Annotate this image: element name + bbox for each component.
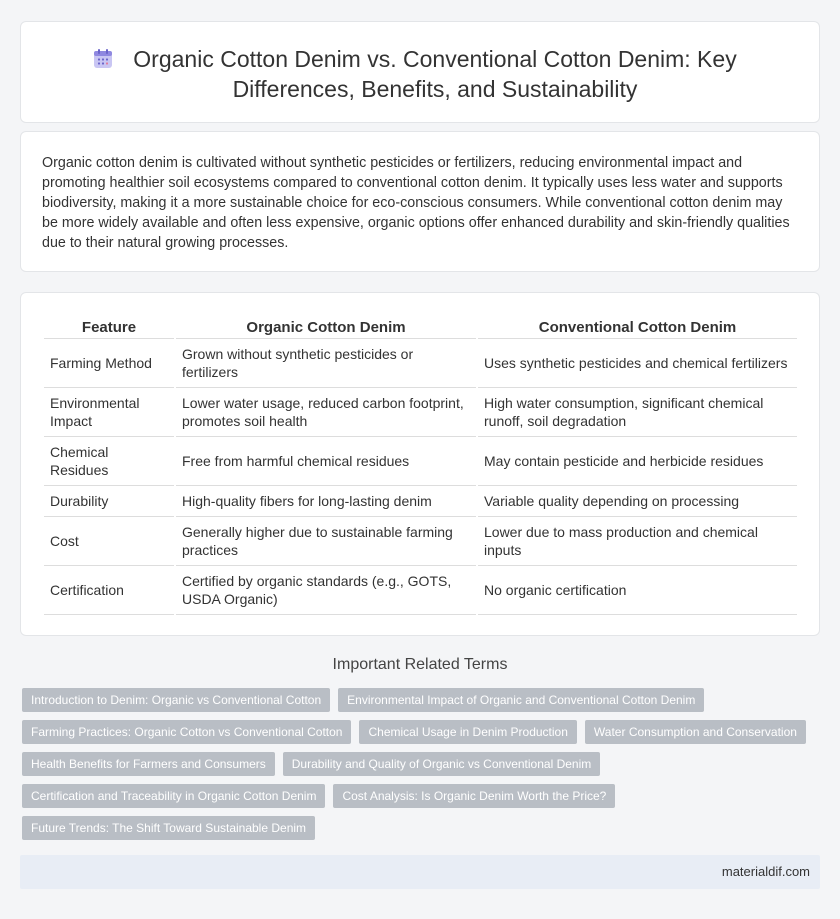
conventional-cell: No organic certification (478, 566, 797, 615)
title-card (20, 21, 820, 123)
feature-cell: Environmental Impact (44, 388, 174, 437)
table-row (44, 517, 797, 566)
feature-cell: Chemical Residues (44, 437, 174, 486)
feature-cell: Certification (44, 566, 174, 615)
related-term-tag[interactable]: Cost Analysis: Is Organic Denim Worth the Price? (333, 784, 615, 808)
feature-cell: Farming Method (44, 339, 174, 388)
organic-cell: Free from harmful chemical residues (176, 437, 476, 486)
table-row (44, 486, 797, 517)
page-title: Organic Cotton Denim vs. Conventional Cotton Denim: Key Differences, Benefits, and Sustainability (133, 46, 737, 102)
header-feature: Feature (44, 314, 174, 339)
table-row (44, 437, 797, 486)
feature-cell: Cost (44, 517, 174, 566)
conventional-cell: May contain pesticide and herbicide residues (478, 437, 797, 486)
related-term-tag[interactable]: Certification and Traceability in Organic Cotton Denim (22, 784, 325, 808)
footer-site-link[interactable]: materialdif.com (721, 864, 810, 879)
footer (20, 855, 820, 889)
header-organic: Organic Cotton Denim (176, 314, 476, 339)
organic-cell: Generally higher due to sustainable farming practices (176, 517, 476, 566)
table-row (44, 388, 797, 437)
table-row (44, 566, 797, 615)
related-term-tag[interactable]: Introduction to Denim: Organic vs Conventional Cotton (22, 688, 330, 712)
related-term-tag[interactable]: Farming Practices: Organic Cotton vs Conventional Cotton (22, 720, 351, 744)
related-term-tag[interactable]: Future Trends: The Shift Toward Sustainable Denim (22, 816, 315, 840)
organic-cell: Grown without synthetic pesticides or fertilizers (176, 339, 476, 388)
table-row (44, 339, 797, 388)
organic-cell: Lower water usage, reduced carbon footprint, promotes soil health (176, 388, 476, 437)
related-terms-list (22, 688, 812, 848)
comparison-table (42, 314, 799, 615)
related-term-tag[interactable]: Health Benefits for Farmers and Consumers (22, 752, 275, 776)
table-header-row (44, 314, 797, 339)
organic-cell: Certified by organic standards (e.g., GOTS, USDA Organic) (176, 566, 476, 615)
conventional-cell: Variable quality depending on processing (478, 486, 797, 517)
related-term-tag[interactable]: Durability and Quality of Organic vs Conventional Denim (283, 752, 600, 776)
conventional-cell: Uses synthetic pesticides and chemical fertilizers (478, 339, 797, 388)
comparison-card (20, 292, 820, 636)
organic-cell: High-quality fibers for long-lasting denim (176, 486, 476, 517)
related-term-tag[interactable]: Water Consumption and Conservation (585, 720, 806, 744)
feature-cell: Durability (44, 486, 174, 517)
related-terms-title: Important Related Terms (332, 656, 508, 673)
related-term-tag[interactable]: Chemical Usage in Denim Production (359, 720, 576, 744)
header-conventional: Conventional Cotton Denim (478, 314, 797, 339)
conventional-cell: High water consumption, significant chemical runoff, soil degradation (478, 388, 797, 437)
intro-card (20, 131, 820, 272)
related-term-tag[interactable]: Environmental Impact of Organic and Conventional Cotton Denim (338, 688, 704, 712)
conventional-cell: Lower due to mass production and chemical inputs (478, 517, 797, 566)
intro-paragraph: Organic cotton denim is cultivated without synthetic pesticides or fertilizers, reducing environmental impact and promoting healthier soil ecosystems compared to conventional cotton denim. It typically uses less water and supports biodiversity, making it a more sustainable choice for eco-conscious consumers. While conventional cotton denim may be more widely available and often less expensive, organic options offer enhanced durability and skin-friendly qualities due to their natural growing processes. (42, 155, 790, 251)
